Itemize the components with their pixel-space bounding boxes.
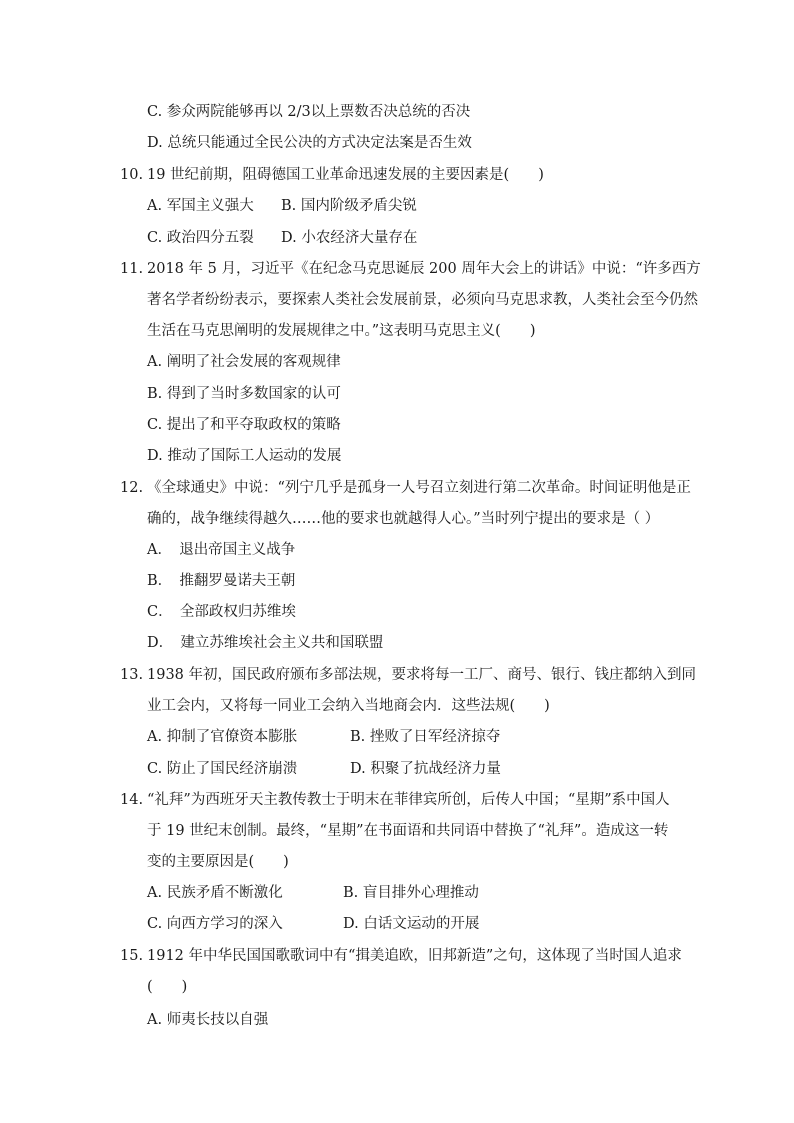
q12-option-d: D． 建立苏维埃社会主义共和国联盟 <box>147 635 384 651</box>
q11-stem-line1: 2018 年 5 月，习近平《在纪念马克思诞辰 200 周年大会上的讲话》中说：“许多西方 <box>147 261 701 277</box>
q12-stem-line1: 《全球通史》中说：“列宁几乎是孤身一人号召立刻进行第二次革命。时间证明他是正 <box>147 480 691 496</box>
q13-option-d: D. 积聚了抗战经济力量 <box>350 761 501 777</box>
q12-option-b: B． 推翻罗曼诺夫王朝 <box>147 573 296 589</box>
q11-stem-line3: 生活在马克思阐明的发展规律之中。”这表明马克思主义( ) <box>147 323 536 339</box>
q11-option-d: D. 推动了国际工人运动的发展 <box>147 448 342 464</box>
q14-stem-line2: 于 19 世纪末创制。最终，“星期”在书面语和共同语中替换了“礼拜”。造成这一转 <box>147 823 669 839</box>
q15-stem-line2: ( ) <box>147 979 188 995</box>
q10-number: 10. <box>120 167 144 183</box>
q13-option-a: A. 抑制了官僚资本膨胀 <box>147 729 298 745</box>
q14-option-c: C. 向西方学习的深入 <box>147 916 283 932</box>
q12-stem-line2: 确的，战争继续得越久……他的要求也就越得人心。”当时列宁提出的要求是（ ） <box>147 511 660 527</box>
q15-option-a: A. 师夷长技以自强 <box>147 1012 269 1028</box>
q11-option-c: C. 提出了和平夺取政权的策略 <box>147 417 341 433</box>
q13-number: 13. <box>120 667 144 683</box>
q11-option-b: B. 得到了当时多数国家的认可 <box>147 386 341 402</box>
q12-number: 12. <box>120 480 144 496</box>
q11-stem-line2: 著名学者纷纷表示，要探索人类社会发展前景，必须向马克思求教，人类社会至今仍然 <box>147 292 698 308</box>
q11-option-a: A. 阐明了社会发展的客观规律 <box>147 354 341 370</box>
q12-option-a: A． 退出帝国主义战争 <box>147 542 296 558</box>
q10-option-a: A. 军国主义强大 <box>147 198 254 214</box>
q13-option-c: C. 防止了国民经济崩溃 <box>147 761 298 777</box>
q14-option-d: D. 白话文运动的开展 <box>343 916 480 932</box>
q9-option-d: D. 总统只能通过全民公决的方式决定法案是否生效 <box>147 135 472 151</box>
q9-option-c: C. 参众两院能够再以 2/3以上票数否决总统的否决 <box>147 104 471 120</box>
q13-option-b: B. 挫败了日军经济掠夺 <box>350 729 501 745</box>
q15-stem-line1: 1912 年中华民国国歌歌词中有“揖美追欧，旧邦新造”之句，这体现了当时国人追求 <box>147 948 682 964</box>
q10-option-b: B. 国内阶级矛盾尖锐 <box>281 198 417 214</box>
q10-option-d: D. 小农经济大量存在 <box>281 230 418 246</box>
q14-number: 14. <box>120 792 144 808</box>
q14-option-b: B. 盲目排外心理推动 <box>343 885 479 901</box>
q13-stem-line2: 业工会内，又将每一同业工会纳入当地商会内．这些法规( ) <box>147 698 550 714</box>
q12-option-c: C． 全部政权归苏维埃 <box>147 604 296 620</box>
q14-stem-line1: “礼拜”为西班牙天主教传教士于明末在菲律宾所创，后传人中国；“星期”系中国人 <box>147 792 670 808</box>
q11-number: 11. <box>120 261 144 277</box>
q14-option-a: A. 民族矛盾不断激化 <box>147 885 283 901</box>
q10-option-c: C. 政治四分五裂 <box>147 230 254 246</box>
q15-number: 15. <box>120 948 144 964</box>
q13-stem-line1: 1938 年初，国民政府颁布多部法规，要求将每一工厂、商号、银行、钱庄都纳入到同 <box>147 667 697 683</box>
q10-stem: 19 世纪前期，阻碍德国工业革命迅速发展的主要因素是( ) <box>147 167 544 183</box>
q14-stem-line3: 变的主要原因是( ) <box>147 854 289 870</box>
